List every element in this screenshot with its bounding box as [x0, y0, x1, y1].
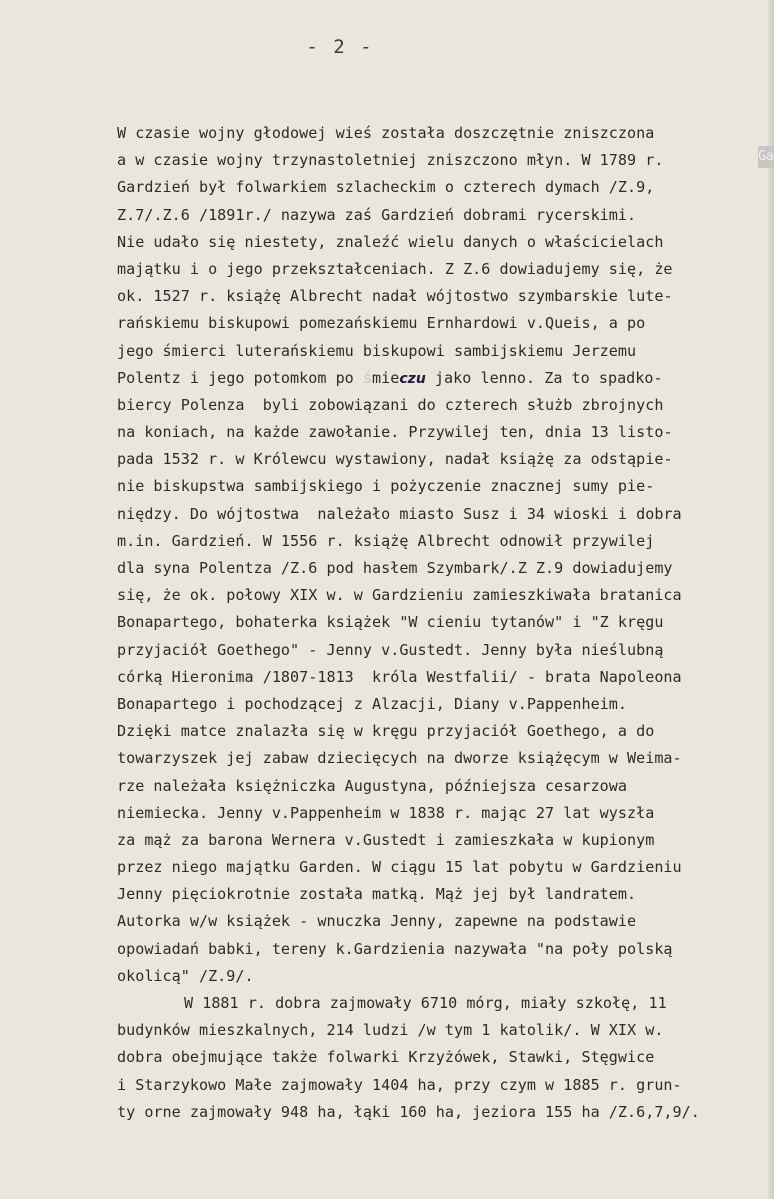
text-line: Z.7/.Z.6 /1891r./ nazywa zaś Gardzień dobrami rycerskimi. [117, 205, 637, 224]
text-line: opowiadań babki, tereny k.Gardzienia nazywała "na poły polską [117, 939, 673, 958]
text-line: rańskiemu biskupowi pomezańskiemu Ernhardowi v.Queis, a po [117, 314, 646, 333]
text-line: rze należała księżniczka Augustyna, późniejsza cesarzowa [117, 776, 628, 795]
text-line: W czasie wojny głodowej wieś została doszczętnie zniszczona [117, 124, 655, 142]
line-text: jako lenno. Za to spadko- [425, 368, 663, 387]
text-line: budynków mieszkalnych, 214 ludzi /w tym 1 katolik/. W XIX w. [117, 1021, 664, 1040]
text-line: a w czasie wojny trzynastoletniej zniszczono młyn. W 1789 r. [117, 151, 664, 170]
text-line: Dzięki matce znalazła się w kręgu przyjaciół Goethego, a do [117, 722, 655, 741]
text-line: niędzy. Do wójtostwa należało miasto Susz i 34 wioski i dobra [117, 504, 682, 523]
text-line: Autorka w/w książek - wnuczka Jenny, zapewne na podstawie [117, 912, 637, 931]
handwritten-correction: czu [399, 370, 426, 387]
text-line: nie biskupstwa sambijskiego i pożyczenie znacznej sumy pie- [117, 477, 655, 496]
text-line-with-correction [117, 365, 759, 392]
text-line: towarzyszek jej zabaw dziecięcych na dworze książęcym w Weima- [117, 749, 682, 768]
text-line: za mąż za barona Wernera v.Gustedt i zamieszkała w kupionym [117, 830, 655, 849]
text-line: biercy Polenza byli zobowiązani do czterech służb zbrojnych [117, 395, 664, 414]
text-line: na koniach, na każde zawołanie. Przywilej ten, dnia 13 listo- [117, 423, 673, 442]
struck-letter: ś [362, 368, 373, 387]
text-line: Gardzień był folwarkiem szlacheckim o czterech dymach /Z.9, [117, 178, 655, 197]
text-line: dla syna Polentza /Z.6 pod hasłem Szymbark/.Z Z.9 dowiadujemy [117, 559, 673, 577]
text-line: ty orne zajmowały 948 ha, łąki 160 ha, jeziora 155 ha /Z.6,7,9/. [117, 1102, 700, 1121]
text-line: majątku i o jego przekształceniach. Z Z.6 dowiadujemy się, że [117, 259, 673, 278]
text-line: m.in. Gardzień. W 1556 r. książę Albrecht odnowił przywilej [117, 531, 655, 550]
text-line: Bonapartego i pochodzącej z Alzacji, Diany v.Pappenheim. [117, 694, 628, 713]
body-text [117, 120, 759, 1126]
text-line: jego śmierci luterańskiemu biskupowi sambijskiemu Jerzemu [117, 341, 637, 360]
text-line: Jenny pięciokrotnie została matką. Mąż jej był landratem. [117, 885, 637, 904]
text-line: przez niego majątku Garden. W ciągu 15 lat pobytu w Gardzieniu [117, 858, 682, 877]
text-line: ok. 1527 r. książę Albrecht nadał wójtostwo szymbarskie lute- [117, 287, 673, 306]
page-edge [768, 0, 774, 1199]
text-line: Nie udało się niestety, znaleźć wielu danych o właścicielach [117, 232, 664, 251]
paragraph-start-line: W 1881 r. dobra zajmowały 6710 mórg, miały szkołę, 11 [184, 994, 667, 1012]
line-text: Polentz i jego potomkom po [117, 368, 363, 387]
text-line: pada 1532 r. w Królewcu wystawiony, nadał książę za odstąpie- [117, 450, 673, 469]
text-line: i Starzykowo Małe zajmowały 1404 ha, przy czym w 1885 r. grun- [117, 1075, 682, 1094]
text-line: okolicą" /Z.9/. [117, 966, 254, 985]
text-line: córką Hieronima /1807-1813 króla Westfalii/ - brata Napoleona [117, 667, 682, 686]
text-line: Bonapartego, bohaterka książek "W cieniu tytanów" i "Z kręgu [117, 613, 664, 632]
edge-mark: Ga [758, 146, 774, 168]
text-line: dobra obejmujące także folwarki Krzyżówek, Stawki, Stęgwice [117, 1048, 655, 1067]
text-line: się, że ok. połowy XIX w. w Gardzieniu zamieszkiwała bratanica [117, 586, 682, 605]
page-number: - 2 - [306, 36, 374, 58]
text-line: niemiecka. Jenny v.Pappenheim w 1838 r. mając 27 lat wyszła [117, 803, 655, 822]
line-text: mie [372, 368, 400, 387]
text-line: przyjaciół Goethego" - Jenny v.Gustedt. Jenny była nieślubną [117, 640, 664, 659]
